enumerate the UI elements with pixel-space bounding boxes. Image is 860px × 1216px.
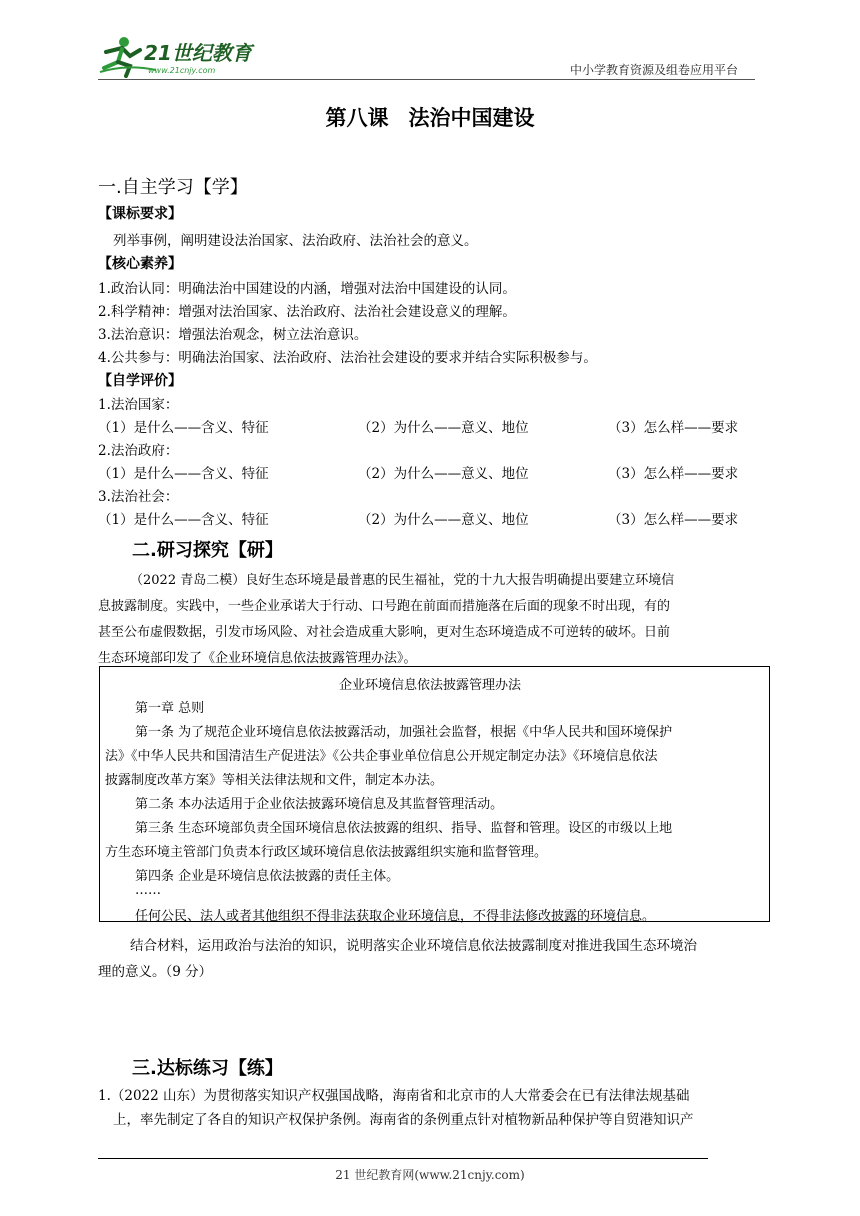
lesson-number: 第八课 <box>325 106 389 130</box>
lesson-name: 法治中国建设 <box>408 106 535 130</box>
material-line: 甚至公布虚假数据，引发市场风险、对社会造成重大影响，更对生态环境造成不可逆转的破坏。日前 <box>98 625 671 640</box>
curriculum-text: 列举事例，阐明建设法治国家、法治政府、法治社会的意义。 <box>113 233 478 249</box>
exercise-line: 上，率先制定了各自的知识产权保护条例。海南省的条例重点针对植物新品种保护等自贸港知识产 <box>113 1112 694 1128</box>
literacy-label: 【核心素养】 <box>98 256 182 272</box>
self-eval-title: 1.法治国家： <box>98 397 179 413</box>
regulation-line: 第二条 本办法适用于企业依法披露环境信息及其监督管理活动。 <box>135 797 504 812</box>
self-eval-why: （2）为什么——意义、地位 <box>358 466 529 482</box>
regulation-line: 法》《中华人民共和国清洁生产促进法》《公共企事业单位信息公开规定制定办法》《环境信息依法 <box>105 749 658 764</box>
section-heading-self-study: 一.自主学习【学】 <box>98 177 248 198</box>
material-line: 息披露制度。实践中，一些企业承诺大于行动、口号跑在前面而措施落在后面的现象不时出现，有的 <box>98 599 671 614</box>
regulation-line: 方生态环境主管部门负责本行政区域环境信息依法披露组织实施和监督管理。 <box>105 845 548 860</box>
page-title <box>0 102 860 132</box>
section-heading-practice: 三.达标练习【练】 <box>132 1058 283 1079</box>
logo-text: 21世纪教育 <box>144 41 252 65</box>
question-line: 结合材料，运用政治与法治的知识，说明落实企业环境信息依法披露制度对推进我国生态环境治 <box>130 938 697 954</box>
regulation-line: 第三条 生态环境部负责全国环境信息依法披露的组织、指导、监督和管理。设区的市级以上地 <box>135 821 673 836</box>
curriculum-label: 【课标要求】 <box>98 206 182 222</box>
self-eval-label: 【自学评价】 <box>98 373 182 389</box>
regulation-line: 任何公民、法人或者其他组织不得非法获取企业环境信息，不得非法修改披露的环境信息。 <box>135 909 656 924</box>
section-heading-research: 二.研习探究【研】 <box>132 540 283 561</box>
logo-url: www.21cnjy.com <box>148 66 216 75</box>
self-eval-why: （2）为什么——意义、地位 <box>358 420 529 436</box>
self-eval-title: 3.法治社会： <box>98 489 179 505</box>
literacy-item: 4.公共参与：明确法治国家、法治政府、法治社会建设的要求并结合实际积极参与。 <box>98 350 597 366</box>
footer-divider <box>98 1158 708 1159</box>
site-logo <box>96 34 256 78</box>
self-eval-title: 2.法治政府： <box>98 443 179 459</box>
self-eval-what: （1）是什么——含义、特征 <box>98 466 269 482</box>
regulation-chapter: 第一章 总则 <box>135 701 205 716</box>
literacy-item: 2.科学精神：增强对法治国家、法治政府、法治社会建设意义的理解。 <box>98 304 516 320</box>
literacy-item: 3.法治意识：增强法治观念，树立法治意识。 <box>98 327 368 343</box>
literacy-item: 1.政治认同：明确法治中国建设的内涵，增强对法治中国建设的认同。 <box>98 281 516 297</box>
regulation-line: 第一条 为了规范企业环境信息依法披露活动，加强社会监督，根据《中华人民共和国环境保护 <box>135 725 673 740</box>
self-eval-how: （3）怎么样——要求 <box>608 420 739 436</box>
self-eval-what: （1）是什么——含义、特征 <box>98 512 269 528</box>
regulation-line: 第四条 企业是环境信息依法披露的责任主体。 <box>135 869 400 884</box>
self-eval-how: （3）怎么样——要求 <box>608 512 739 528</box>
runner-logo-icon <box>96 34 256 78</box>
material-line: （2022 青岛二模）良好生态环境是最普惠的民生福祉，党的十九大报告明确提出要建立环境信 <box>130 573 675 588</box>
material-line: 生态环境部印发了《企业环境信息依法披露管理办法》。 <box>98 651 417 666</box>
self-eval-what: （1）是什么——含义、特征 <box>98 420 269 436</box>
header-divider <box>98 79 755 80</box>
footer-text: 21 世纪教育网(www.21cnjy.com) <box>335 1168 525 1182</box>
self-eval-why: （2）为什么——意义、地位 <box>358 512 529 528</box>
regulation-ellipsis: …… <box>135 883 161 898</box>
self-eval-how: （3）怎么样——要求 <box>608 466 739 482</box>
platform-name: 中小学教育资源及组卷应用平台 <box>570 63 739 77</box>
regulation-line: 披露制度改革方案》等相关法律法规和文件，制定本办法。 <box>105 773 444 788</box>
exercise-line: 1.（2022 山东）为贯彻落实知识产权强国战略，海南省和北京市的人大常委会在已有法律法规基础 <box>98 1088 690 1104</box>
regulation-title: 企业环境信息依法披露管理办法 <box>338 678 521 693</box>
question-line: 理的意义。（9 分） <box>98 964 213 980</box>
